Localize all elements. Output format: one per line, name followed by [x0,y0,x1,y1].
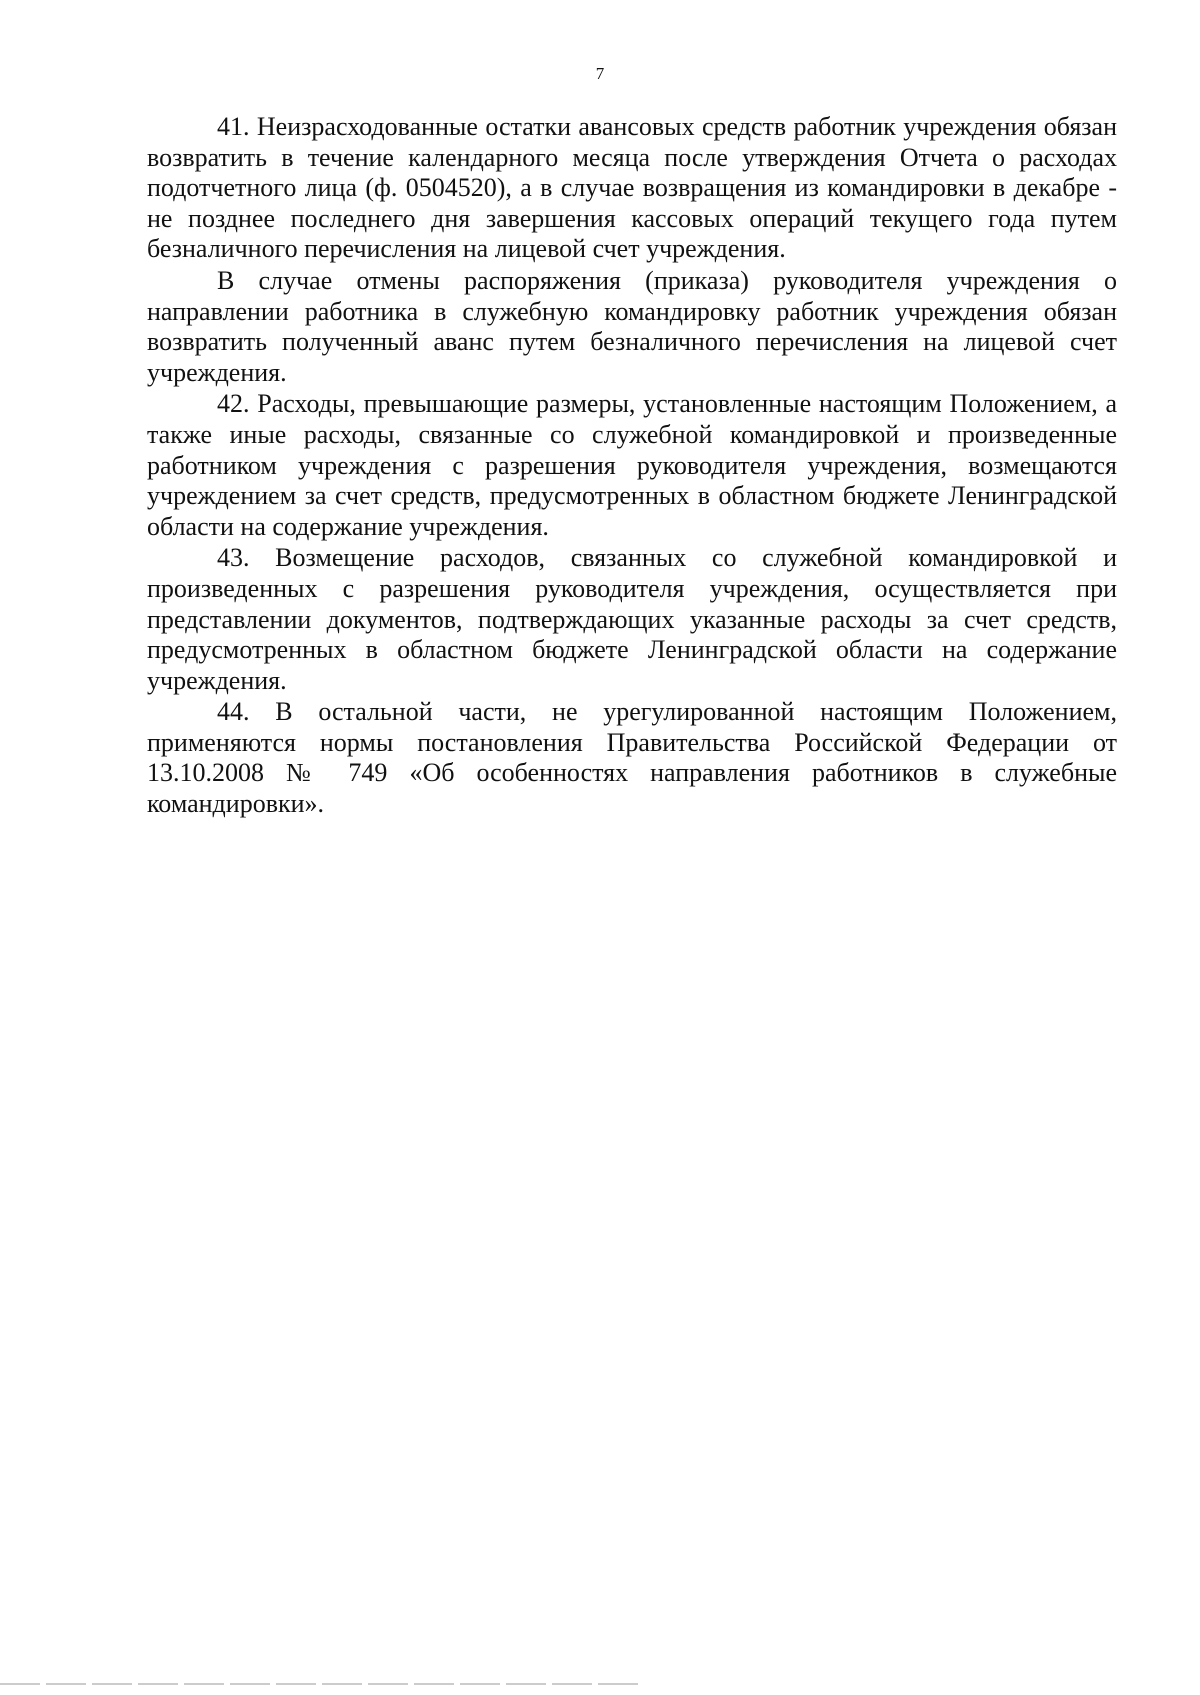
document-body [147,112,1117,821]
page-number: 7 [595,64,605,83]
paragraph-41-addendum: В случае отмены распоряжения (приказа) руководителя учреждения о направлении работника в служебную командировку работник учреждения обязан возвратить полученный аванс путем безналичного перечисления на лицевой счет учреждения. [147,265,1117,387]
paragraph-43: 43. Возмещение расходов, связанных со служебной командировкой и произведенных с разрешения руководителя учреждения, осуществляется при представлении документов, подтверждающих указанные расходы за счет средств, предусмотренных в областном бюджете Ленинградской области на содержание учреждения. [147,543,1117,695]
paragraph-42: 42. Расходы, превышающие размеры, установленные настоящим Положением, а также иные расходы, связанные со служебной командировкой и произведенные работником учреждения с разрешения руководителя учреждения, возмещаются учреждением за счет средств, предусмотренных в областном бюджете Ленинградской области на содержание учреждения. [147,389,1117,541]
scan-edge-artifact [0,1683,640,1685]
paragraph-44: 44. В остальной части, не урегулированной настоящим Положением, применяются нормы постановления Правительства Российской Федерации от 13.10.2008 № 749 «Об особенностях направления работников в служебные командировки». [147,697,1117,819]
paragraph-41: 41. Неизрасходованные остатки авансовых средств работник учреждения обязан возвратить в течение календарного месяца после утверждения Отчета о расходах подотчетного лица (ф. 0504520), а в случае возвращения из командировки в декабре - не позднее последнего дня завершения кассовых операций текущего года путем безналичного перечисления на лицевой счет учреждения. [147,112,1117,264]
